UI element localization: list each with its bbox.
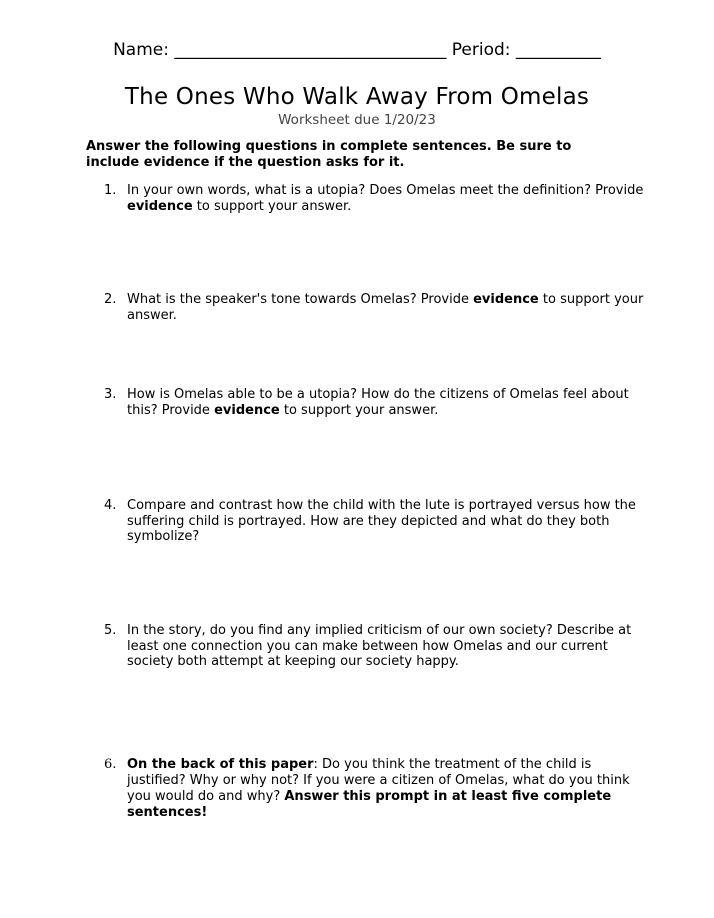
question-number: 4. — [104, 498, 117, 513]
period-blank[interactable]: __________ — [515, 40, 601, 60]
question-text: What is the speaker's tone towards Omelas? Provide evidence to support your answer. — [127, 292, 644, 323]
evidence-emphasis: evidence — [473, 292, 539, 307]
question-text: On the back of this paper: Do you think the treatment of the child is justified? Why or why not? If you were a citizen of Omelas, what do you think you would do and why? Answer this prompt in at least five complete sentences! — [127, 757, 630, 820]
question-1 — [104, 183, 644, 214]
name-period-line — [0, 40, 714, 60]
worksheet-subtitle: Worksheet due 1/20/23 — [278, 112, 436, 128]
question-number: 1. — [104, 183, 117, 198]
five-sentences-emphasis: Answer this prompt in at least five complete sentences! — [127, 789, 612, 820]
question-number: 2. — [104, 292, 117, 307]
question-text: In your own words, what is a utopia? Does Omelas meet the definition? Provide evidence to support your answer. — [127, 183, 644, 214]
back-of-paper-emphasis: On the back of this paper — [127, 757, 314, 772]
question-number: 6. — [104, 757, 117, 772]
instructions: Answer the following questions in complete sentences. Be sure to include evidence if the question asks for it. — [86, 139, 572, 170]
period-label: Period: — [451, 40, 511, 60]
question-number: 3. — [104, 387, 117, 402]
question-text: Compare and contrast how the child with the lute is portrayed versus how the suffering child is portrayed. How are they depicted and what do they both symbolize? — [127, 498, 636, 544]
question-5 — [104, 623, 644, 670]
question-6 — [104, 757, 644, 821]
evidence-emphasis: evidence — [127, 198, 193, 214]
question-text: In the story, do you find any implied criticism of our own society? Describe at least one connection you can make between how Omelas and our current society both attempt at keeping our society happy. — [127, 623, 632, 669]
question-2 — [104, 292, 644, 323]
worksheet-title: The Ones Who Walk Away From Omelas — [124, 84, 590, 110]
question-text: How is Omelas able to be a utopia? How do the citizens of Omelas feel about this? Provide evidence to support your answer. — [127, 387, 629, 418]
name-label: Name: — [113, 40, 169, 60]
question-3 — [104, 387, 644, 418]
question-number: 5. — [104, 623, 117, 638]
question-4 — [104, 498, 644, 545]
evidence-emphasis: evidence — [214, 402, 280, 418]
name-blank[interactable]: ________________________________ — [174, 40, 447, 60]
